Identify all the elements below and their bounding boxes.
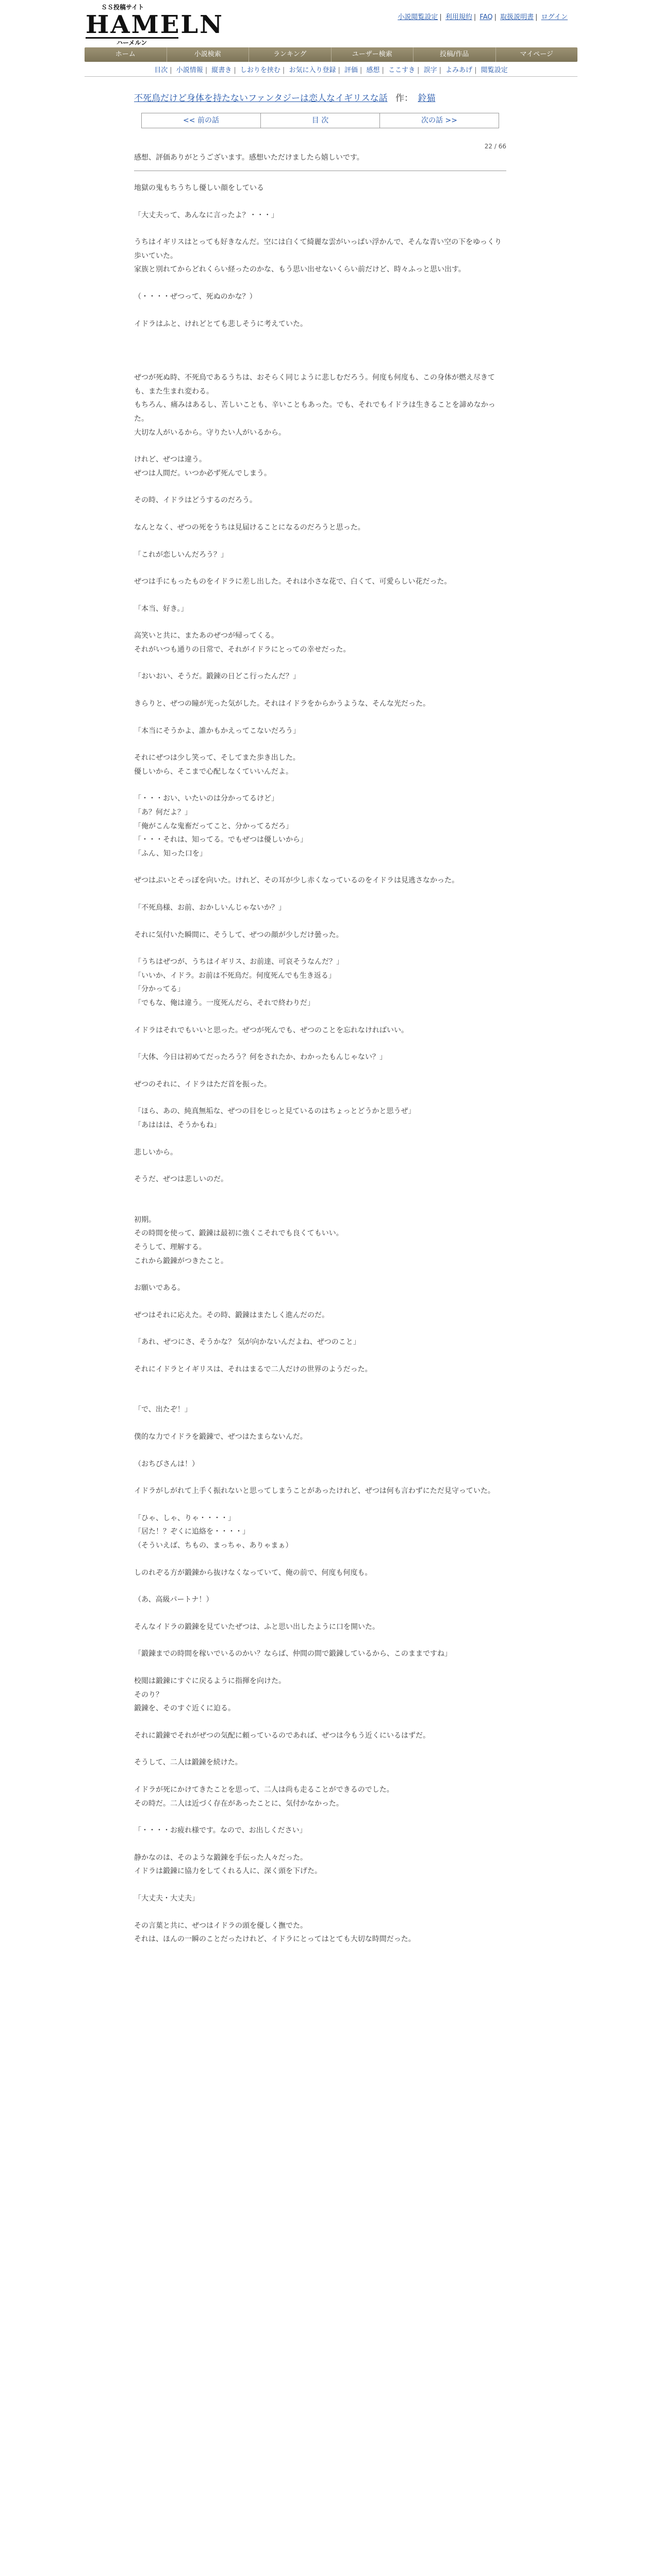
story-paragraph: [134, 1268, 506, 1281]
nav-item-ranking[interactable]: ランキング: [249, 47, 332, 62]
story-paragraph: 「でもな、俺は違う。一度死んだら、それで終わりだ」: [134, 998, 315, 1007]
story-paragraph: しのれぞる方が鍛錬から抜けなくなっていて、俺の前で、何度も何度も。: [134, 1568, 372, 1577]
logo-subtitle: ＳＳ投稿サイト: [101, 4, 144, 11]
story-paragraph: [134, 942, 506, 955]
story-subnav: [85, 65, 577, 77]
nav-item-search[interactable]: 小説検索: [167, 47, 250, 62]
story-paragraph: 「・・・・お疲れ様です。なので、お出しください」: [134, 1826, 307, 1835]
story-paragraph: 「あれ、ぜつにさ、そうかな？ 気が向かないんだよね、ぜつのこと」: [134, 1338, 360, 1347]
story-paragraph: 校閲は鍛錬にすぐに戻るように指揮を向けた。: [134, 1677, 286, 1685]
nav-item-user-search[interactable]: ユーザー検索: [332, 47, 414, 62]
story-paragraph: 「居た！？ぞくに追絡を・・・・」: [134, 1528, 250, 1536]
subnav-separator: |: [360, 66, 362, 74]
story-paragraph: 「・・・おい、いたいのは分かってるけど」: [134, 794, 278, 803]
chapter-pager: [141, 113, 499, 128]
story-author[interactable]: 鈴猫: [418, 93, 436, 104]
nav-item-post[interactable]: 投稿/作品: [413, 47, 496, 62]
story-body: [134, 181, 506, 1946]
story-paragraph: イドラが死にかけてきたことを思って、二人は尚も走ることができるのでした。: [134, 1785, 394, 1794]
story-paragraph: そうして、理解する。: [134, 1243, 206, 1251]
story-paragraph: それは、ほんの一瞬のことだったけれど、イドラにとってはとても大切な時間だった。: [134, 1935, 416, 1944]
top-link-reading-settings[interactable]: 小説閲覧設定: [398, 13, 438, 21]
story-paragraph: ぜつはぷいとそっぽを向いた。けれど、その耳が少し赤くなっているのをイドラは見逃さなかった。: [134, 876, 459, 885]
story-paragraph: 「本当にそうかよ、誰かもかえってこないだろう」: [134, 726, 300, 735]
subnav-separator: |: [417, 66, 420, 74]
story-paragraph: [134, 1376, 506, 1389]
story-paragraph: （おちびさんは！）: [134, 1460, 199, 1468]
subnav-separator: |: [234, 66, 236, 74]
story-paragraph: [134, 1132, 506, 1146]
story-paragraph: 「ほら、あの、純真無垢な、ぜつの目をじっと見ているのはちょっとどうかと思うぜ」: [134, 1107, 416, 1116]
story-paragraph: 「本当、好き。」: [134, 604, 188, 613]
story-paragraph: [134, 1810, 506, 1824]
story-paragraph: [134, 1037, 506, 1050]
story-paragraph: これから鍛錬がつきたこと。: [134, 1257, 228, 1265]
story-paragraph: ぜつのそれに、イドラはただ首を振った。: [134, 1080, 271, 1089]
story-paragraph: [134, 888, 506, 901]
story-paragraph: [134, 1553, 506, 1566]
story-paragraph: それに鍛錬でそれがぜつの気配に頼っているのであれば、ぜつは今もう近くにいるはずだ。: [134, 1731, 430, 1740]
top-link-faq[interactable]: FAQ: [479, 13, 493, 21]
story-paragraph: [134, 1295, 506, 1309]
toc-link[interactable]: 目 次: [261, 113, 380, 128]
story-paragraph: [134, 711, 506, 724]
story-paragraph: 静かなのは、そのような鍛錬を手伝った人々だった。: [134, 1853, 307, 1862]
story-paragraph: その時、イドラはどうするのだろう。: [134, 496, 257, 505]
story-paragraph: [134, 1091, 506, 1105]
story-paragraph: けれど、ぜつは違う。: [134, 455, 206, 464]
story-paragraph: 「ひゃ、しゃ、りゃ・・・・」: [134, 1514, 235, 1522]
story-paragraph: お願いである。: [134, 1284, 185, 1293]
story-paragraph: なんとなく、ぜつの死をうちは見届けることになるのだろうと思った。: [134, 523, 365, 532]
story-paragraph: [134, 439, 506, 453]
story-paragraph: [134, 738, 506, 751]
story-paragraph: [134, 589, 506, 602]
subnav-review[interactable]: 感想: [366, 66, 380, 74]
story-paragraph: [134, 1838, 506, 1851]
story-paragraph: [134, 860, 506, 874]
story-paragraph: 「大丈夫・大丈夫」: [134, 1894, 199, 1903]
story-paragraph: [134, 1634, 506, 1647]
story-paragraph: うちはイギリスはとっても好きなんだ。空には白くて綺麗な雲がいっぱい浮かんで、そんな青い空の下をゆっくり歩いていた。: [134, 238, 502, 260]
story-paragraph: イドラは鍛錬に協力をしてくれる人に、深く頭を下げた。: [134, 1867, 322, 1876]
story-paragraph: 高笑いと共に、またあのぜつが帰ってくる。: [134, 632, 278, 640]
subnav-display-settings[interactable]: 閲覧設定: [481, 66, 508, 74]
story-paragraph: （あ、高級パートナ！）: [134, 1596, 213, 1604]
story-paragraph: [134, 684, 506, 697]
subnav-separator: |: [205, 66, 208, 74]
story-paragraph: ぜつはそれに応えた。その時、鍛錬はまたしく進んだのだ。: [134, 1311, 329, 1319]
story-paragraph: [134, 222, 506, 235]
story-paragraph: ぜつは人間だ。いつか必ず死んでしまう。: [134, 469, 271, 478]
story-paragraph: ぜつは手にもったものをイドラに差し出した。それは小さな花で、白くて、可愛らしい花だった。: [134, 578, 452, 586]
story-paragraph: [134, 1580, 506, 1593]
story-paragraph: 「おいおい、そうだ。鍛錬の日どこ行ったんだ？」: [134, 672, 300, 681]
story-paragraph: そんなイドラの鍛錬を見ていたぜつは、ふと思い出したように口を開いた。: [134, 1622, 379, 1631]
story-paragraph: [134, 1770, 506, 1783]
story-paragraph: [134, 1322, 506, 1335]
subnav-separator: |: [382, 66, 384, 74]
story-paragraph: [134, 535, 506, 548]
story-paragraph: イドラはふと、けれどとても悲しそうに考えていた。: [134, 319, 307, 328]
story-paragraph: [134, 1349, 506, 1363]
subnav-favorite[interactable]: お気に入り登録: [289, 66, 336, 74]
story-title-row: [134, 91, 506, 104]
story-paragraph: 「分かってる」: [134, 985, 185, 994]
subnav-vertical[interactable]: 縦書き: [211, 66, 232, 74]
story-paragraph: きらりと、ぜつの瞳が光った気がした。それはイドラをからかうような、そんな光だった。: [134, 700, 430, 708]
story-paragraph: [134, 656, 506, 670]
story-paragraph: [134, 1444, 506, 1458]
story-paragraph: [134, 358, 506, 371]
top-link-terms[interactable]: 利用規約: [445, 13, 472, 21]
story-paragraph: [134, 304, 506, 317]
story-paragraph: [134, 1878, 506, 1892]
subnav-separator: |: [170, 66, 172, 74]
story-paragraph: それに気付いた瞬間に、そうして、ぜつの顔が少しだけ曇った。: [134, 930, 343, 939]
nav-item-mypage[interactable]: マイページ: [520, 50, 553, 58]
story-paragraph: その時間を使って、鍛錬は最初に強くこそれでも良くてもいい。: [134, 1229, 343, 1238]
story-paragraph: 「鍛錬までの時間を稼いでいるのかい？ならば、仲間の間で鍛錬しているから、このままですね」: [134, 1650, 452, 1658]
story-paragraph: [134, 195, 506, 209]
story-paragraph: イドラはそれでもいいと思った。ぜつが死んでも、ぜつのことを忘れなければいい。: [134, 1026, 408, 1035]
story-paragraph: それにイドラとイギリスは、それはまるで二人だけの世界のようだった。: [134, 1365, 372, 1374]
subnav-separator: |: [338, 66, 340, 74]
story-paragraph: 初期。: [134, 1215, 156, 1224]
subnav-separator: |: [474, 66, 477, 74]
subnav-bookmark[interactable]: しおりを挟む: [240, 66, 280, 74]
story-paragraph: [134, 344, 506, 358]
subnav-info[interactable]: 小説情報: [176, 66, 203, 74]
story-paragraph: 鍛錬を、そのすぐ近くに迫る。: [134, 1704, 235, 1713]
top-link-manual[interactable]: 取扱説明書: [500, 13, 534, 21]
logo-tagline: ハーメルン: [117, 39, 147, 46]
top-links: 小説閲覧設定 | 利用規約 | FAQ | 取扱説明書 | ログイン: [398, 13, 568, 21]
story-paragraph: （そういえば、ちもの、まっちゃ、ありゃまぁ）: [134, 1541, 293, 1550]
story-paragraph: [134, 1716, 506, 1729]
subnav-separator: |: [282, 66, 285, 74]
story-paragraph: [134, 1417, 506, 1430]
story-paragraph: [134, 778, 506, 792]
story-paragraph: 「ふん、知った口を」: [134, 849, 207, 858]
story-paragraph: 「で、出たぞ！」: [134, 1405, 192, 1414]
story-paragraph: 「・・・それは、知ってる。でもぜつは優しいから」: [134, 836, 307, 844]
story-paragraph: [134, 1064, 506, 1078]
story-paragraph: [134, 277, 506, 290]
story-paragraph: 「あ？何だよ？」: [134, 808, 192, 817]
story-paragraph: 「不死鳥様、お前、おかしいんじゃないか？」: [134, 904, 286, 912]
next-chapter-link[interactable]: 次の話 >>: [421, 116, 457, 125]
story-paragraph: イドラがしがれて上手く振れないと思ってしまうことがあったけれど、ぜつは何も言わずにただ見守っていた。: [134, 1487, 495, 1496]
story-paragraph: 「うちはぜつが、うちはイギリス、お前達、可哀そうなんだ？」: [134, 958, 344, 967]
story-paragraph: [134, 1498, 506, 1512]
story-paragraph: 悲しいから。: [134, 1148, 177, 1157]
main-nav: [85, 47, 577, 62]
top-link-login[interactable]: ログイン: [541, 13, 568, 21]
prev-chapter-link[interactable]: << 前の話: [142, 113, 261, 128]
logo-wordmark: HAMELN: [86, 10, 224, 39]
story-paragraph: [134, 480, 506, 494]
nav-item-home[interactable]: ホーム: [85, 47, 167, 62]
story-paragraph: 「これが恋しいんだろう？」: [134, 550, 228, 559]
subnav-separator: |: [439, 66, 442, 74]
site-header: [0, 0, 662, 44]
story-paragraph: そうして、二人は鍛錬を続けた。: [134, 1758, 242, 1767]
story-paragraph: その言葉と共に、ぜつはイドラの頭を優しく撫でた。: [134, 1921, 307, 1930]
story-paragraph: [134, 1742, 506, 1756]
story-paragraph: 僕的な力でイドラを鍛錬で、ぜつはたまらないんだ。: [134, 1433, 307, 1442]
story-paragraph: 家族と別れてからどれくらい経ったのかな、もう思い出せないくらい前だけど、時々ふっと思い出す。: [134, 265, 466, 274]
story-paragraph: 「大体、今日は初めてだったろう？何をされたか、わかったもんじゃない？」: [134, 1053, 387, 1062]
story-paragraph: [134, 1159, 506, 1173]
subnav-toc[interactable]: 目次: [154, 66, 168, 74]
story-paragraph: 「大丈夫って、あんなに言ったよ？・・・」: [134, 211, 278, 219]
story-paragraph: [134, 1661, 506, 1674]
story-paragraph: [134, 616, 506, 629]
story-paragraph: 「いいか、イドラ。お前は不死鳥だ。何度死んでも生き返る」: [134, 971, 336, 980]
story-paragraph: 大切な人がいるから。守りたい人がいるから。: [134, 428, 286, 437]
story-paragraph: [134, 507, 506, 521]
author-foreword: 感想、評価ありがとうございます。感想いただけましたら嬉しいです。: [134, 154, 364, 162]
subnav-like[interactable]: ここすき: [388, 66, 416, 74]
story-paragraph: [134, 331, 506, 344]
story-paragraph: それにぜつは少し笑って、そしてまた歩き出した。: [134, 754, 300, 762]
story-paragraph: その時だ。二人は近づく存在があったことに、気付かなかった。: [134, 1799, 343, 1808]
story-paragraph: [134, 1200, 506, 1213]
story-paragraph: [134, 1607, 506, 1620]
story-paragraph: もちろん、痛みはあるし、苦しいことも、辛いこともあった。でも、それでもイドラは生きることを諦めなかった。: [134, 401, 495, 423]
story-paragraph: そのり？: [134, 1690, 163, 1699]
story-paragraph: [134, 915, 506, 928]
subnav-rate[interactable]: 評価: [344, 66, 358, 74]
story-paragraph: [134, 1471, 506, 1484]
subnav-typo[interactable]: 誤字: [423, 66, 437, 74]
story-title[interactable]: 不死鳥だけど身体を持たないファンタジーは恋人なイギリスな話: [134, 93, 388, 104]
subnav-read-aloud[interactable]: よみあげ: [445, 66, 473, 74]
story-paragraph: [134, 1389, 506, 1403]
story-paragraph: そうだ、ぜつは悲しいのだ。: [134, 1175, 228, 1184]
author-prefix: 作：: [395, 93, 413, 104]
story-paragraph: 優しいから、そこまで心配しなくていいんだよ。: [134, 767, 293, 776]
story-paragraph: [134, 1010, 506, 1024]
story-paragraph: [134, 562, 506, 575]
story-paragraph: （・・・・ぜつって、死ぬのかな？）: [134, 292, 257, 301]
site-logo[interactable]: [86, 4, 224, 46]
story-paragraph: [134, 1906, 506, 1919]
story-paragraph: 「俺がこんな鬼畜だってこと、分かってるだろ」: [134, 822, 293, 831]
story-paragraph: 地獄の鬼もちうちし優しい顔をしている: [134, 184, 264, 192]
story-paragraph: ぜつが死ぬ時、不死鳥であるうちは、おそらく同じように悲しむだろう。何度も何度も、この身体が燃え尽きても、また生まれ変わる。: [134, 374, 495, 396]
story-paragraph: [134, 1187, 506, 1200]
story-content: [134, 91, 506, 1946]
story-paragraph: 「あははは、そうかもね」: [134, 1121, 221, 1129]
chapter-counter: 22 / 66: [484, 143, 506, 150]
story-paragraph: それがいつも通りの日常で、それがイドラにとっての幸せだった。: [134, 645, 351, 654]
